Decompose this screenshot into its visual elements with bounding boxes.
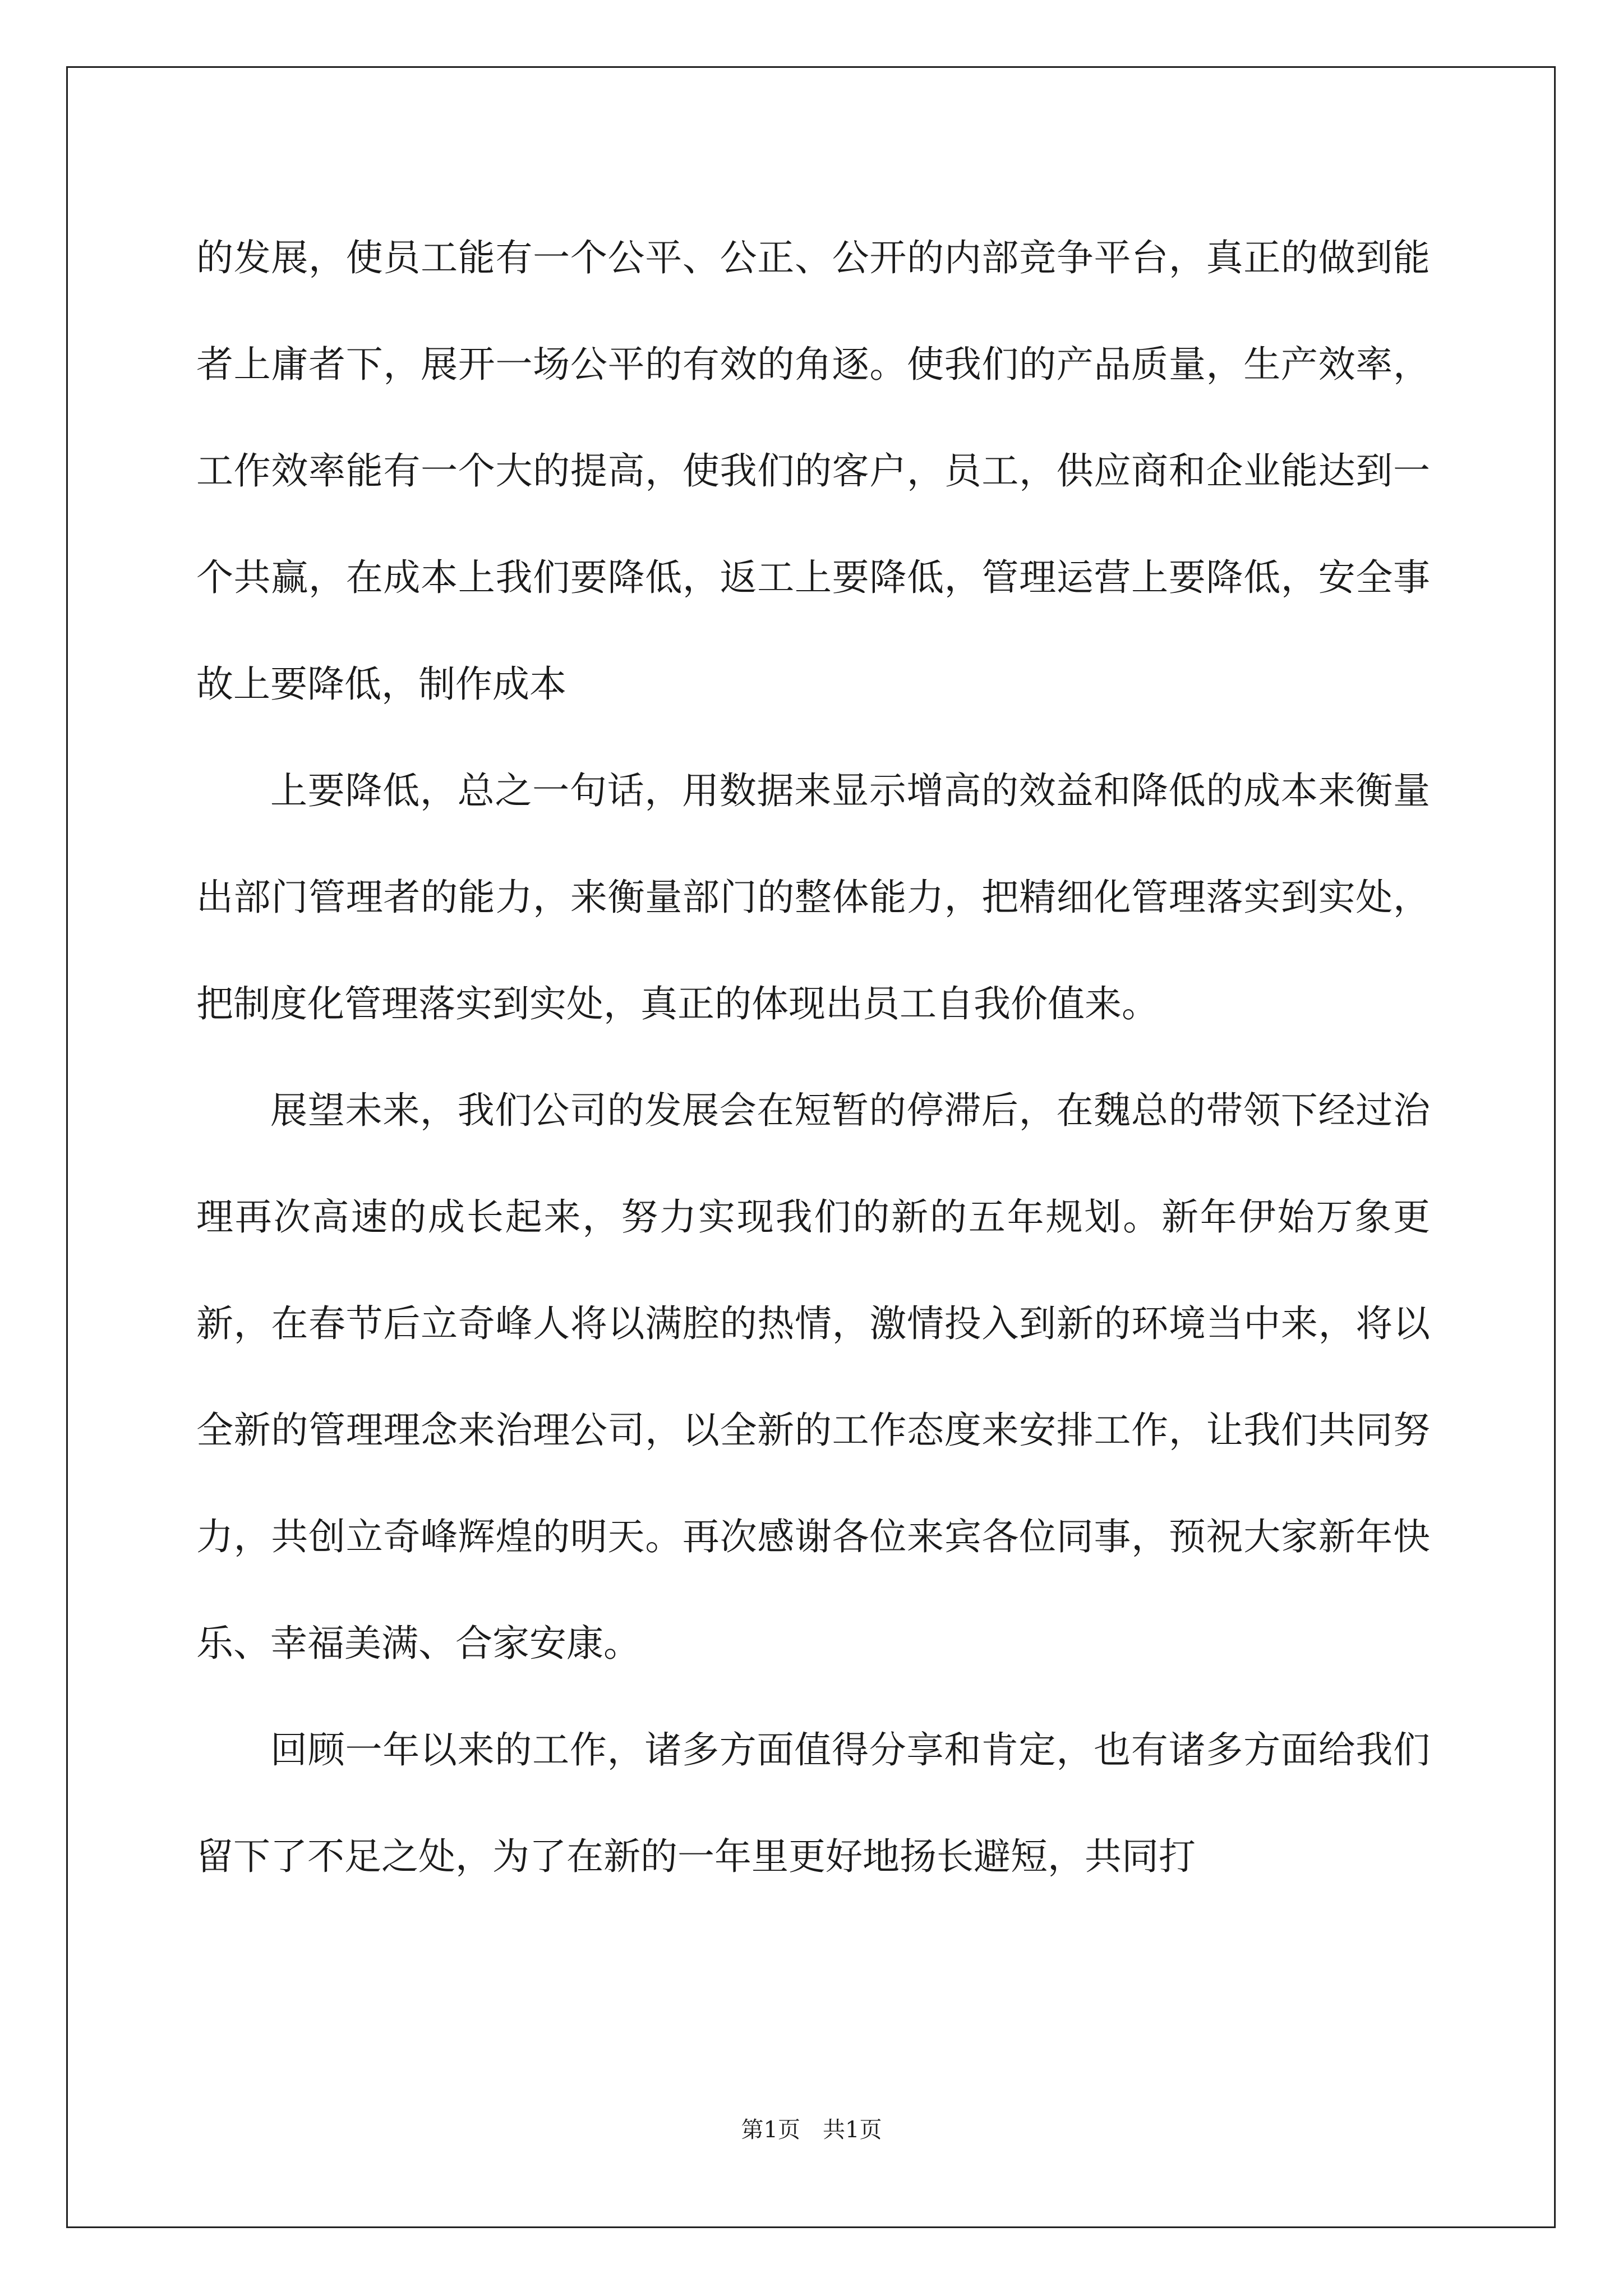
document-body [196, 205, 1430, 1910]
page-footer: 第1页 共1页 [741, 2117, 882, 2143]
paragraph-4: 回顾一年以来的工作，诸多方面值得分享和肯定，也有诸多方面给我们留下了不足之处，为了在新的一年里更好地扬长避短，共同打 [196, 1728, 1430, 1878]
paragraph-1: 的发展，使员工能有一个公平、公正、公开的内部竞争平台，真正的做到能者上庸者下，展开一场公平的有效的角逐。使我们的产品质量，生产效率，工作效率能有一个大的提高，使我们的客户，员工，供应商和企业能达到一个共赢，在成本上我们要降低，返工上要降低，管理运营上要降低，安全事故上要降低，制作成本 [196, 236, 1430, 706]
paragraph-2: 上要降低，总之一句话，用数据来显示增高的效益和降低的成本来衡量出部门管理者的能力，来衡量部门的整体能力，把精细化管理落实到实处，把制度化管理落实到实处，真正的体现出员工自我价值来。 [196, 769, 1430, 1025]
paragraph-3: 展望未来，我们公司的发展会在短暂的停滞后，在魏总的带领下经过治理再次高速的成长起来，努力实现我们的新的五年规划。新年伊始万象更新，在春节后立奇峰人将以满腔的热情，激情投入到新的环境当中来，将以全新的管理理念来治理公司，以全新的工作态度来安排工作，让我们共同努力，共创立奇峰辉煌的明天。再次感谢各位来宾各位同事，预祝大家新年快乐、幸福美满、合家安康。 [196, 1089, 1430, 1665]
